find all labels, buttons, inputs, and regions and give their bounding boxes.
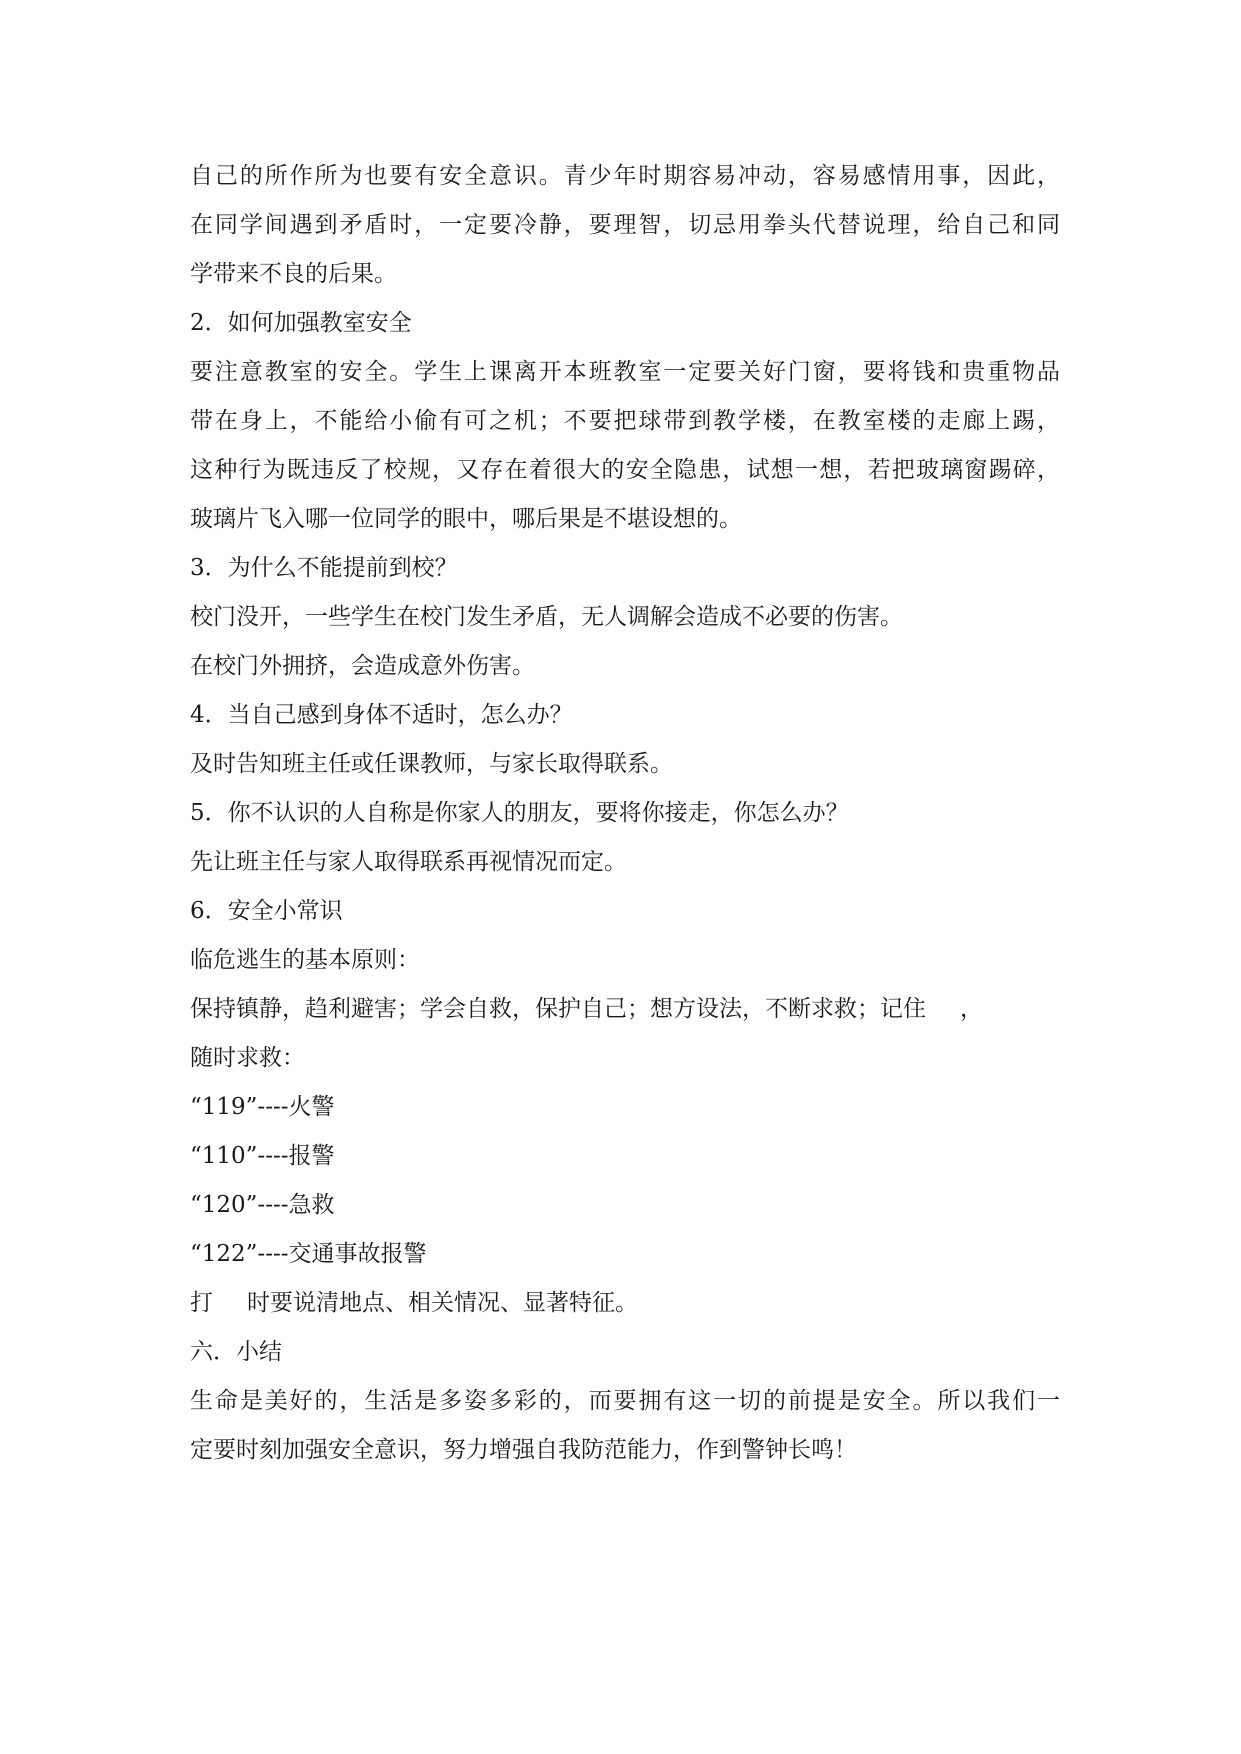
hotline-item: “119”----火警 <box>190 1094 335 1120</box>
paragraph-line: 及时告知班主任或任课教师，与家长取得联系。 <box>190 751 673 777</box>
section-heading-6: 6．安全小常识 <box>190 898 343 924</box>
paragraph-line: 带在身上，不能给小偷有可之机；不要把球带到教学楼，在教室楼的走廊上踢， <box>190 408 1060 434</box>
paragraph-line: 要注意教室的安全。学生上课离开本班教室一定要关好门窗，要将钱和贵重物品 <box>190 359 1060 385</box>
section-heading-2: 2．如何加强教室安全 <box>190 310 412 336</box>
section-heading-4: 4．当自己感到身体不适时，怎么办？ <box>190 702 573 728</box>
paragraph-line: 这种行为既违反了校规，又存在着很大的安全隐患，试想一想，若把玻璃窗踢碎， <box>190 457 1060 483</box>
call-note-rest: 时要说清地点、相关情况、显著特征。 <box>247 1290 638 1316</box>
subheading: 临危逃生的基本原则： <box>190 947 420 973</box>
paragraph-line: 定要时刻加强安全意识，努力增强自我防范能力，作到警钟长鸣！ <box>190 1437 857 1463</box>
paragraph-line <box>190 1279 1060 1328</box>
paragraph-line: 随时求救： <box>190 1045 305 1071</box>
hotline-item: “120”----急救 <box>190 1192 335 1218</box>
paragraph-line: 先让班主任与家人取得联系再视情况而定。 <box>190 849 627 875</box>
paragraph-line: 校门没开，一些学生在校门发生矛盾，无人调解会造成不必要的伤害。 <box>190 604 903 630</box>
section-heading-summary: 六．小结 <box>190 1339 282 1365</box>
section-heading-3: 3．为什么不能提前到校？ <box>190 555 458 581</box>
paragraph-line: 在同学间遇到矛盾时，一定要冷静，要理智，切忌用拳头代替说理，给自己和同 <box>190 212 1060 238</box>
paragraph-line: 在校门外拥挤，会造成意外伤害。 <box>190 653 535 679</box>
paragraph-line: 玻璃片飞入哪一位同学的眼中，哪后果是不堪设想的。 <box>190 506 742 532</box>
trailing-comma: ， <box>960 996 983 1022</box>
hotline-item: “122”----交通事故报警 <box>190 1241 427 1267</box>
escape-principles-text: 保持镇静，趋利避害；学会自救，保护自己；想方设法，不断求救；记住 <box>190 996 926 1022</box>
paragraph-line <box>190 985 1060 1034</box>
paragraph-line: 生命是美好的，生活是多姿多彩的，而要拥有这一切的前提是安全。所以我们一 <box>190 1388 1060 1414</box>
section-heading-5: 5．你不认识的人自称是你家人的朋友，要将你接走，你怎么办？ <box>190 800 849 826</box>
paragraph-line: 学带来不良的后果。 <box>190 261 397 287</box>
paragraph-line: 自己的所作所为也要有安全意识。青少年时期容易冲动，容易感情用事，因此， <box>190 163 1060 189</box>
call-note-start: 打 <box>190 1290 213 1316</box>
document-body <box>190 152 1060 1475</box>
hotline-item: “110”----报警 <box>190 1143 335 1169</box>
